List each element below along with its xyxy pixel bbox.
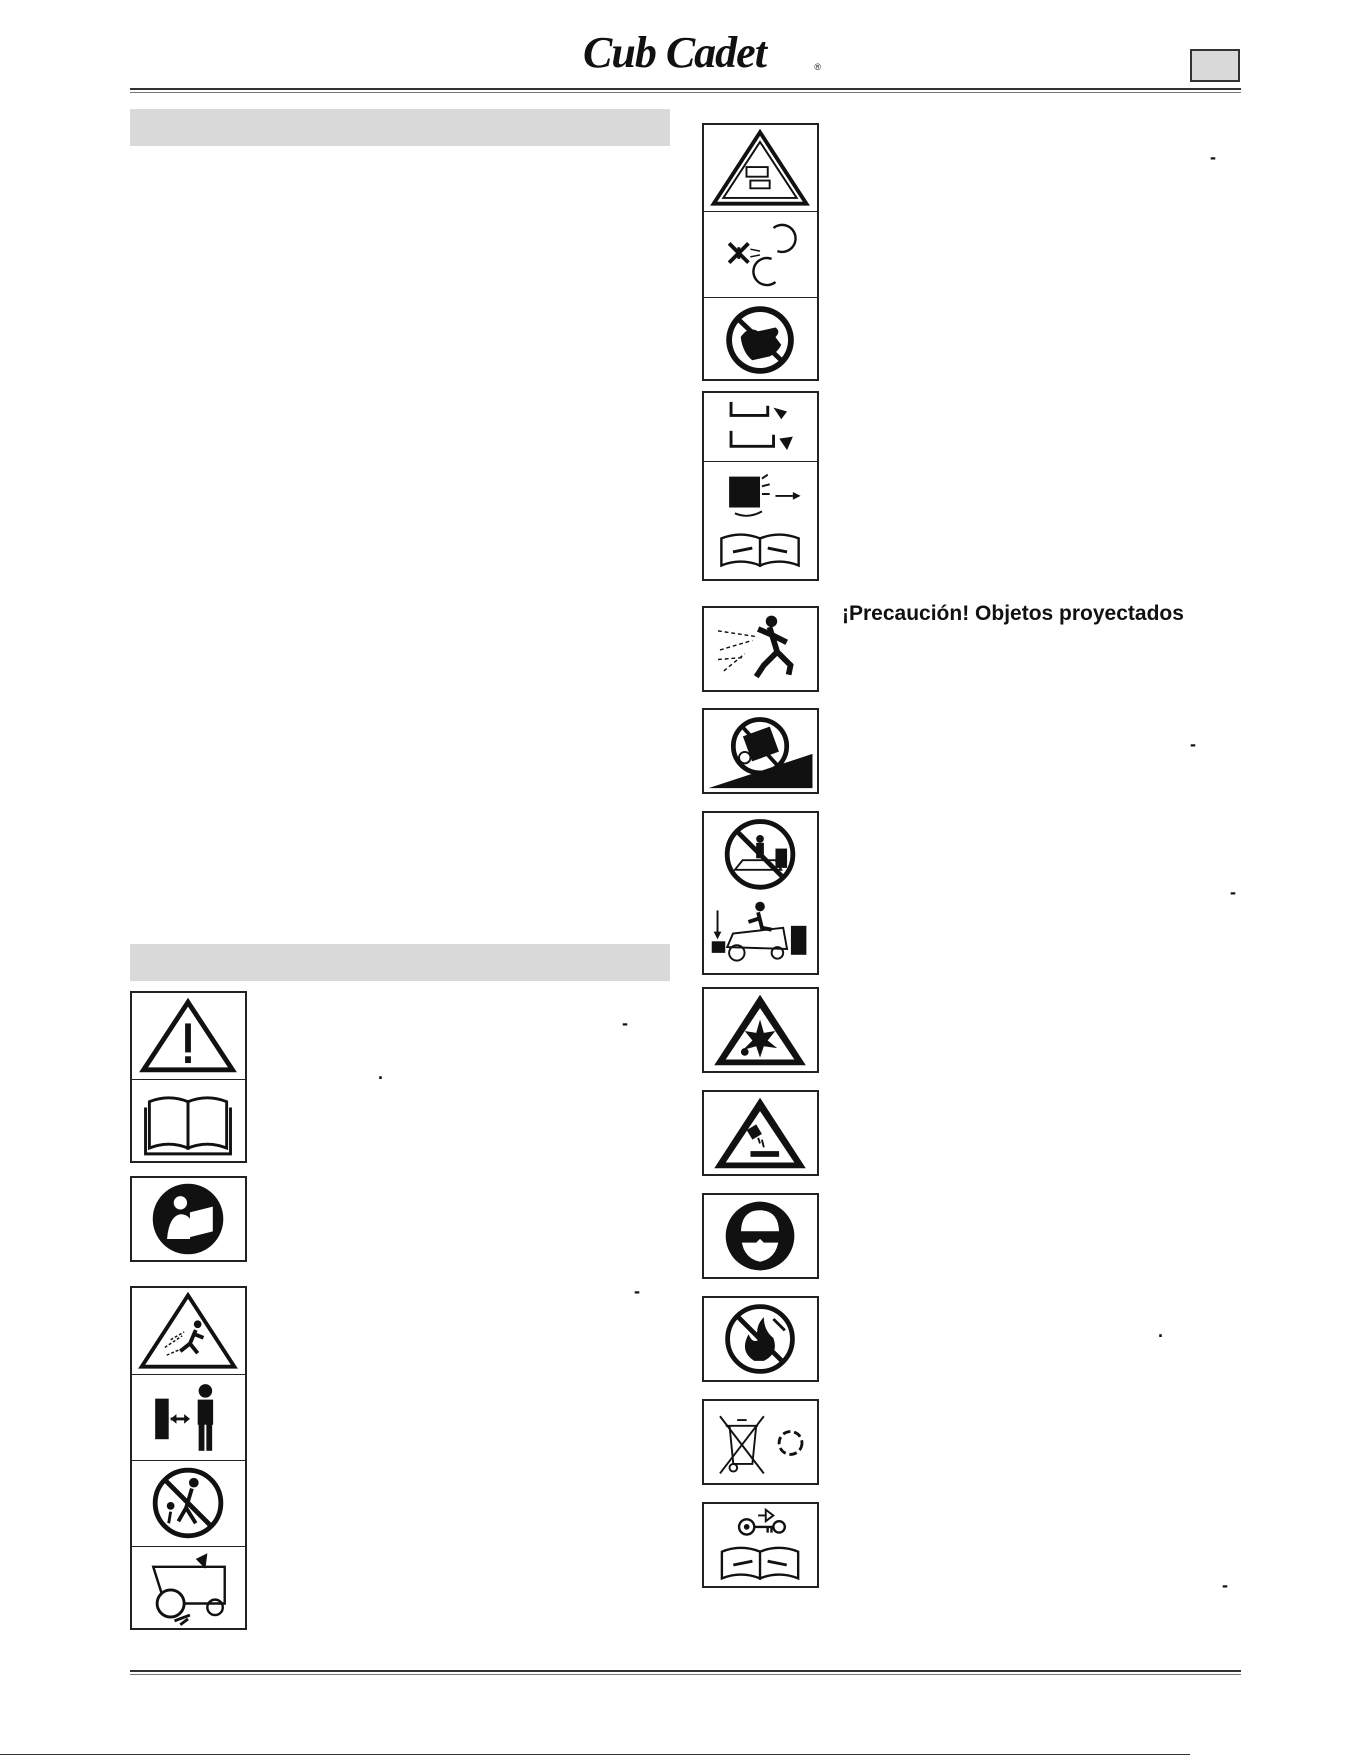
disposal-recycling-icon — [702, 1399, 819, 1485]
slope-tipping-icon — [702, 708, 819, 794]
hyphen-mark: - — [1230, 882, 1236, 902]
thrown-objects-caption: ¡Precaución! Objetos proyectados — [842, 602, 1184, 625]
hyphen-mark: . — [1158, 1321, 1164, 1341]
maintenance-icon — [704, 461, 817, 583]
warning-triangle-icon — [132, 993, 245, 1079]
right-top-icon-stack — [702, 123, 819, 381]
hyphen-mark: - — [1222, 1575, 1228, 1595]
brand-logo — [583, 28, 821, 77]
no-hands-icon — [704, 297, 817, 383]
remove-key-icon — [702, 1502, 819, 1588]
keep-distance-icon — [132, 1374, 245, 1460]
read-manual-icon — [130, 1176, 247, 1262]
no-children-icon — [132, 1460, 245, 1546]
pedals-icon — [704, 393, 817, 461]
brand-name: Cub Cadet — [583, 28, 766, 77]
language-tab — [1190, 49, 1240, 82]
hand-cut-warning-icon — [704, 125, 817, 211]
eye-protection-icon — [702, 1193, 819, 1279]
no-open-fire-icon — [702, 1296, 819, 1382]
warning-manual-group — [130, 991, 247, 1163]
open-book-icon — [132, 1079, 245, 1165]
runover-hazard-icon — [132, 1546, 245, 1632]
hyphen-mark: . — [378, 1063, 384, 1083]
header-rule — [130, 88, 1241, 90]
thrown-objects-person-icon — [702, 606, 819, 692]
thrown-objects-warning-icon — [132, 1288, 245, 1374]
hyphen-mark: - — [1210, 147, 1216, 167]
pedals-maintenance-group — [702, 391, 819, 581]
registered-mark: ® — [814, 62, 821, 72]
hyphen-mark: - — [622, 1013, 628, 1033]
acid-warning-icon — [702, 1090, 819, 1176]
hyphen-mark: - — [1190, 734, 1196, 754]
no-passengers-icon — [702, 811, 819, 975]
footer-rule — [130, 1670, 1241, 1672]
section-header-band-2 — [130, 944, 670, 981]
header-rule-thin — [130, 92, 1241, 93]
left-safety-icon-stack — [130, 1286, 247, 1630]
hyphen-mark: - — [634, 1281, 640, 1301]
explosion-warning-icon — [702, 987, 819, 1073]
section-header-band-1 — [130, 109, 670, 146]
footer-rule-thin — [130, 1674, 1241, 1675]
rotating-blades-icon — [704, 211, 817, 297]
page-bottom-rule — [0, 1754, 1190, 1755]
